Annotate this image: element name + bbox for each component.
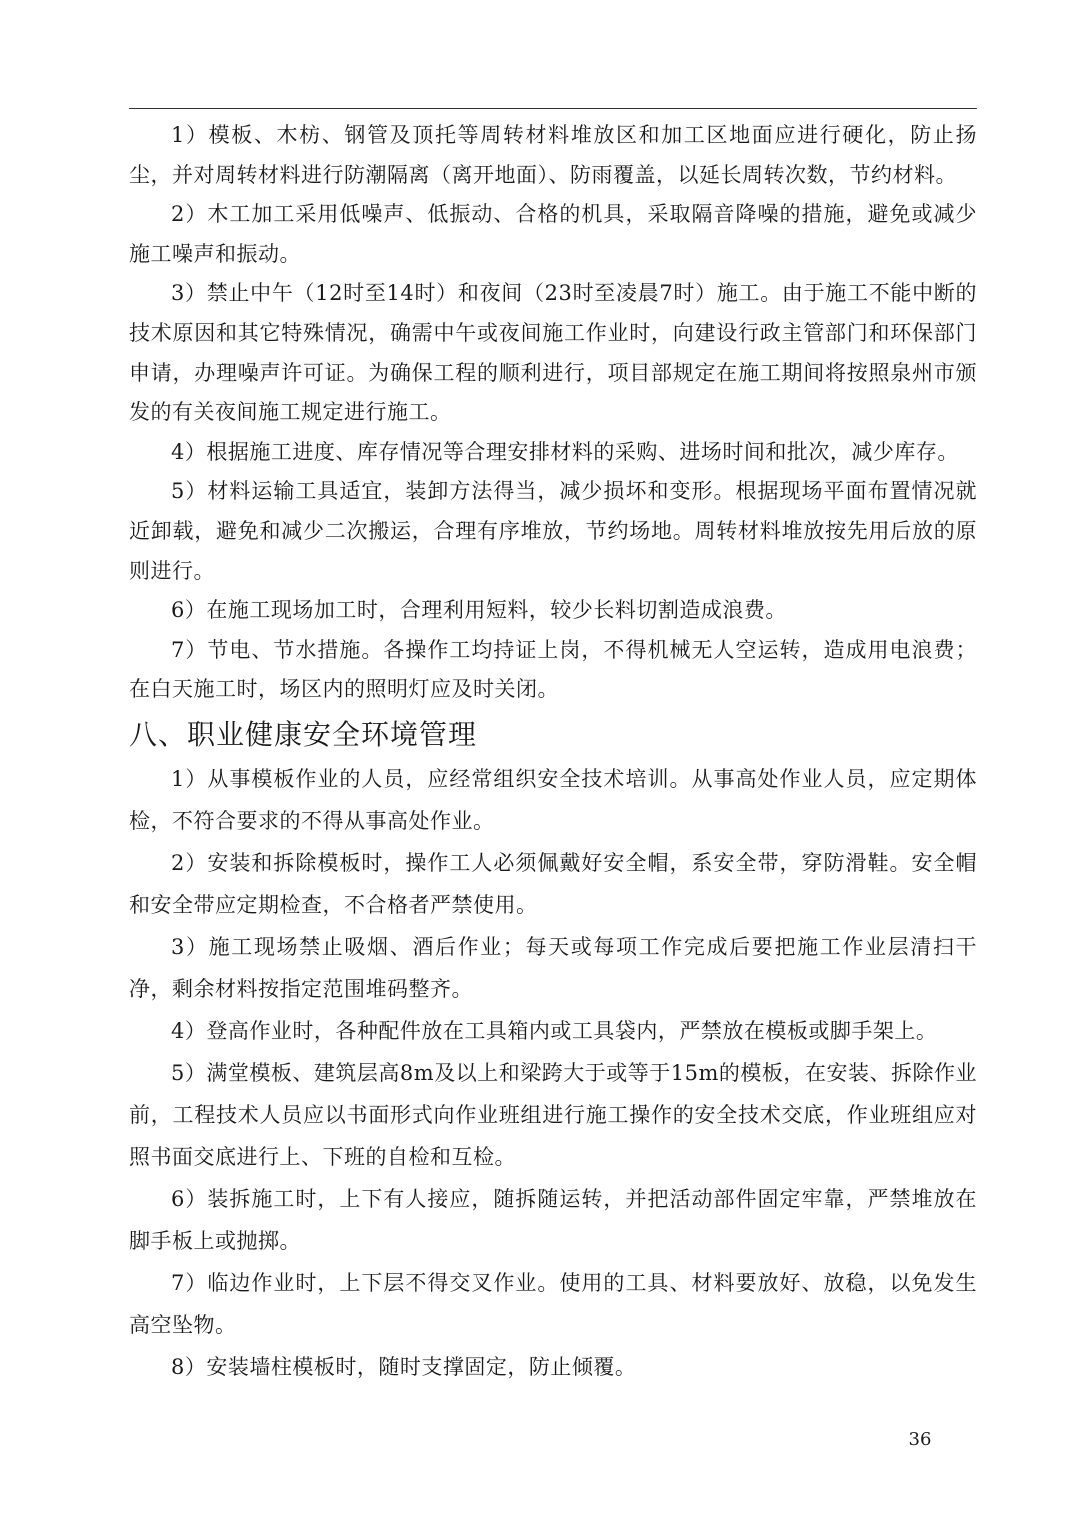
paragraph: 5）材料运输工具适宜，装卸方法得当，减少损坏和变形。根据现场平面布置情况就近卸载，避免和减少二次搬运，合理有序堆放，节约场地。周转材料堆放按先用后放的原则进行。 <box>129 479 977 583</box>
section-occupational-health-safety <box>129 758 977 1388</box>
section-heading: 八、职业健康安全环境管理 <box>129 717 478 751</box>
paragraph: 2）木工加工采用低噪声、低振动、合格的机具，采取隔音降噪的措施，避免或减少施工噪声和振动。 <box>129 202 977 266</box>
paragraph: 3）施工现场禁止吸烟、酒后作业；每天或每项工作完成后要把施工作业层清扫干净，剩余材料按指定范围堆码整齐。 <box>129 934 977 1001</box>
paragraph: 4）根据施工进度、库存情况等合理安排材料的采购、进场时间和批次，减少库存。 <box>171 439 959 464</box>
page-number: 36 <box>908 1429 932 1450</box>
paragraph: 7）节电、节水措施。各操作工均持证上岗，不得机械无人空运转，造成用电浪费；在白天施工时，场区内的照明灯应及时关闭。 <box>129 637 977 702</box>
paragraph: 4）登高作业时，各种配件放在工具箱内或工具袋内，严禁放在模板或脚手架上。 <box>171 1018 938 1043</box>
paragraph: 6）在施工现场加工时，合理利用短料，较少长料切割造成浪费。 <box>171 598 787 623</box>
paragraph: 7）临边作业时，上下层不得交叉作业。使用的工具、材料要放好、放稳，以免发生高空坠物。 <box>129 1270 977 1337</box>
paragraph: 1）模板、木枋、钢管及顶托等周转材料堆放区和加工区地面应进行硬化，防止扬尘，并对周转材料进行防潮隔离（离开地面）、防雨覆盖，以延长周转次数，节约材料。 <box>129 123 977 187</box>
paragraph: 8）安装墙柱模板时，随时支撑固定，防止倾覆。 <box>171 1354 637 1379</box>
document-body <box>129 116 977 1388</box>
section-material-measures <box>129 116 977 710</box>
header-rule <box>129 108 977 109</box>
paragraph: 2）安装和拆除模板时，操作工人必须佩戴好安全帽，系安全带，穿防滑鞋。安全帽和安全带应定期检查，不合格者严禁使用。 <box>129 850 977 917</box>
paragraph: 1）从事模板作业的人员，应经常组织安全技术培训。从事高处作业人员，应定期体检，不符合要求的不得从事高处作业。 <box>129 766 977 833</box>
paragraph: 3）禁止中午（12时至14时）和夜间（23时至凌晨7时）施工。由于施工不能中断的技术原因和其它特殊情况，确需中午或夜间施工作业时，向建设行政主管部门和环保部门申请，办理噪声许可证。为确保工程的顺利进行，项目部规定在施工期间将按照泉州市颁发的有关夜间施工规定进行施工。 <box>129 281 977 425</box>
paragraph: 5）满堂模板、建筑层高8m及以上和梁跨大于或等于15m的模板，在安装、拆除作业前，工程技术人员应以书面形式向作业班组进行施工操作的安全技术交底，作业班组应对照书面交底进行上、下班的自检和互检。 <box>129 1060 977 1169</box>
paragraph: 6）装拆施工时，上下有人接应，随拆随运转，并把活动部件固定牢靠，严禁堆放在脚手板上或抛掷。 <box>129 1186 977 1253</box>
